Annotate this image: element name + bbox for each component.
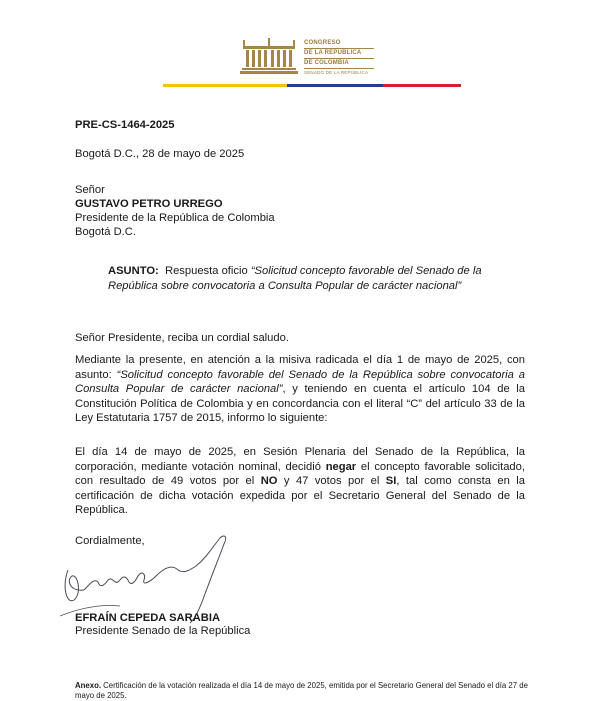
- capitol-building-icon: [238, 38, 300, 76]
- logo-text: [304, 40, 384, 76]
- flag-blue-segment: [287, 84, 383, 87]
- signer-name: EFRAÍN CEPEDA SARABIA: [75, 612, 221, 624]
- paragraph2-part3: y 47 votos por el: [277, 475, 386, 488]
- subject-block: [108, 264, 528, 293]
- logo-line-1: CONGRESO: [304, 40, 341, 46]
- reference-number: PRE-CS-1464-2025: [75, 119, 175, 131]
- subject-text-plain: Respuesta oficio: [164, 265, 248, 277]
- logo-line-3: DE COLOMBIA: [304, 60, 349, 66]
- logo-line-2: DE LA REPÚBLICA: [304, 50, 362, 56]
- subject-text-italic: “Solicitud concepto favorable del Senado de la República sobre convocatoria a Consulta Popular de carácter nacional”: [108, 265, 482, 292]
- recipient-city: Bogotá D.C.: [75, 226, 136, 238]
- recipient-title: Presidente de la República de Colombia: [75, 212, 275, 224]
- recipient-salutation: Señor: [75, 184, 105, 196]
- flag-yellow-segment: [163, 84, 287, 87]
- recipient-name: GUSTAVO PETRO URREGO: [75, 198, 223, 210]
- annex-note: [75, 681, 545, 701]
- congress-logo: [238, 38, 378, 78]
- paragraph2-part1: El día 14 de mayo de 2025, en Sesión Plenaria del Senado de la República, la corporación, mediante votación nominal, decidió: [75, 446, 525, 473]
- body-paragraph-1: [75, 353, 525, 426]
- paragraph1-italic: “Solicitud concepto favorable del Senado de la República sobre convocatoria a Consulta Popular de carácter nacional”: [75, 368, 525, 396]
- flag-color-bar: [163, 84, 461, 87]
- closing: Cordialmente,: [75, 535, 145, 547]
- flag-red-segment: [383, 84, 461, 87]
- paragraph2-bold-negar: negar: [325, 460, 357, 473]
- paragraph2-bold-no: NO: [260, 475, 278, 488]
- paragraph1-part2: , y teniendo en cuenta el artículo 104 de la Constitución Política de Colombia y en concordancia con el literal “C” del artículo 33 de la Ley Estatutaria 1757 de 2015, informo lo siguiente:: [75, 383, 525, 425]
- paragraph2-bold-si: SI: [385, 475, 397, 488]
- paragraph2-part2: el concepto favorable solicitado, con resultado de 49 votos por el: [75, 460, 525, 488]
- logo-subline: SENADO DE LA REPÚBLICA: [304, 70, 369, 75]
- paragraph1-part1: Mediante la presente, en atención a la misiva radicada el día 1 de mayo de 2025, con asunto:: [75, 354, 525, 381]
- annex-text: Certificación de la votación realizada el día 14 de mayo de 2025, emitida por el Secretario General del Senado el día 27 de mayo de 2025.: [75, 681, 528, 700]
- greeting: Señor Presidente, reciba un cordial saludo.: [75, 332, 289, 344]
- body-paragraph-2: [75, 445, 525, 518]
- subject-label: ASUNTO:: [108, 265, 159, 277]
- paragraph2-part4: , tal como consta en la certificación de dicha votación expedida por el Secretario General del Senado de la República.: [75, 475, 525, 517]
- annex-label: Anexo.: [75, 681, 101, 690]
- date-line: Bogotá D.C., 28 de mayo de 2025: [75, 148, 245, 160]
- signer-title: Presidente Senado de la República: [75, 625, 251, 637]
